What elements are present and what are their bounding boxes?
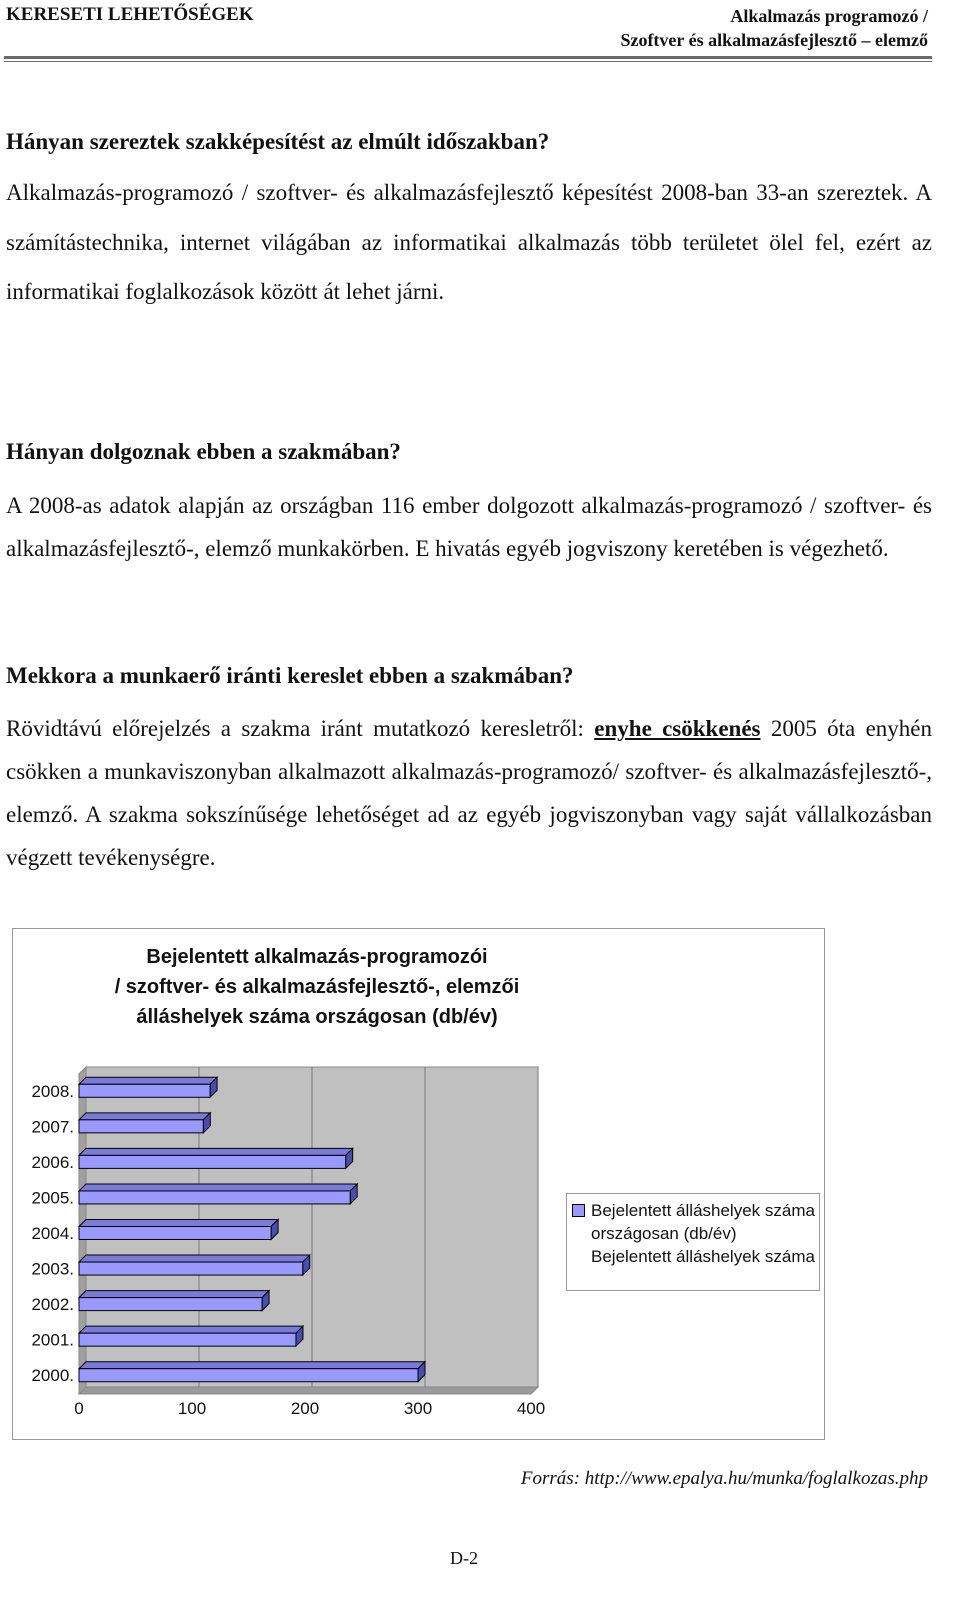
bar-top <box>79 1291 269 1298</box>
y-tick-label: 2004. <box>31 1224 74 1243</box>
bar-top <box>79 1255 310 1262</box>
y-tick-label: 2001. <box>31 1330 74 1350</box>
legend-label: Bejelentett álláshelyek száma országosan (db/év) Bejelentett álláshelyek száma <box>591 1201 815 1266</box>
y-tick-label: 2007. <box>31 1117 74 1137</box>
bar <box>79 1155 346 1168</box>
bar-top <box>79 1113 210 1120</box>
y-tick-label: 2008. <box>31 1081 74 1101</box>
bar <box>79 1333 296 1346</box>
forecast-label: Rövidtávú előrejelzés a szakma iránt mutatkozó keresletről: <box>6 716 595 741</box>
section3-text: 2005 óta enyhén csökken a munkaviszonyban alkalmazott alkalmazás-programozó/ szoftver- és alkalmazásfejlesztő-, elemző. A szakma sokszínűsége lehetőséget ad az egyéb jogviszonyban vagy saját vállalkozásban végzett tevékenységre. <box>6 716 933 870</box>
forecast-value: enyhe csökkenés <box>594 716 761 741</box>
bar <box>79 1120 203 1133</box>
bar <box>79 1227 271 1240</box>
x-tick-label: 400 <box>516 1399 546 1418</box>
chart-title-line3: álláshelyek száma országosan (db/év) <box>136 1006 498 1028</box>
header-subtitle-line2: Szoftver és alkalmazásfejlesztő – elemző <box>620 30 928 50</box>
bar <box>79 1084 210 1097</box>
x-tick-label: 200 <box>290 1399 320 1418</box>
x-tick-label: 100 <box>177 1399 207 1418</box>
y-tick-label: 2002. <box>31 1295 74 1315</box>
bar <box>79 1298 262 1311</box>
chart-title-line1: Bejelentett alkalmazás-programozói <box>146 946 488 968</box>
header-title: KERESETI LEHETŐSÉGEK <box>6 4 254 25</box>
x-tick-label: 300 <box>403 1399 433 1418</box>
bar-top <box>79 1326 303 1333</box>
bar <box>79 1262 303 1275</box>
section2-heading: Hányan dolgoznak ebben a szakmában? <box>6 439 401 464</box>
source-citation: Forrás: http://www.epalya.hu/munka/foglalkozas.php <box>520 1468 928 1489</box>
bar-top <box>79 1220 278 1227</box>
section3-heading: Mekkora a munkaerő iránti kereslet ebben a szakmában? <box>6 663 574 688</box>
x-tick-label: 0 <box>74 1399 84 1418</box>
section2-text: A 2008-as adatok alapján az országban 116 ember dolgozott alkalmazás-programozó / szoftver- és alkalmazásfejlesztő-, elemző munkakörben. E hivatás egyéb jogviszony keretében is végezhető. <box>6 493 932 561</box>
y-tick-label: 2005. <box>31 1188 74 1208</box>
bar-top <box>79 1184 357 1191</box>
chart-legend <box>566 1193 820 1291</box>
section1-text: Alkalmazás-programozó / szoftver- és alkalmazásfejlesztő képesítést 2008-ban 33-an szereztek. A számítástechnika, internet világában az informatikai alkalmazás több területet ölel fel, ezért az informatikai foglalkozások között át lehet járni. <box>6 180 932 304</box>
bar-top <box>79 1077 217 1084</box>
bar-top <box>79 1362 425 1369</box>
bar-top <box>79 1148 353 1155</box>
bar <box>79 1369 418 1382</box>
legend-swatch <box>572 1204 585 1217</box>
chart-title-line2: / szoftver- és alkalmazásfejlesztő-, elemzői <box>114 976 520 998</box>
plot-floor <box>79 1387 538 1394</box>
section1-heading: Hányan szereztek szakképesítést az elmúlt időszakban? <box>6 129 550 154</box>
y-tick-label: 2006. <box>31 1152 74 1172</box>
page-number: D-2 <box>450 1548 478 1568</box>
y-tick-label: 2000. <box>31 1366 74 1386</box>
header-subtitle-line1: Alkalmazás programozó / <box>730 6 928 26</box>
y-tick-label: 2003. <box>31 1259 74 1279</box>
bar <box>79 1191 350 1204</box>
